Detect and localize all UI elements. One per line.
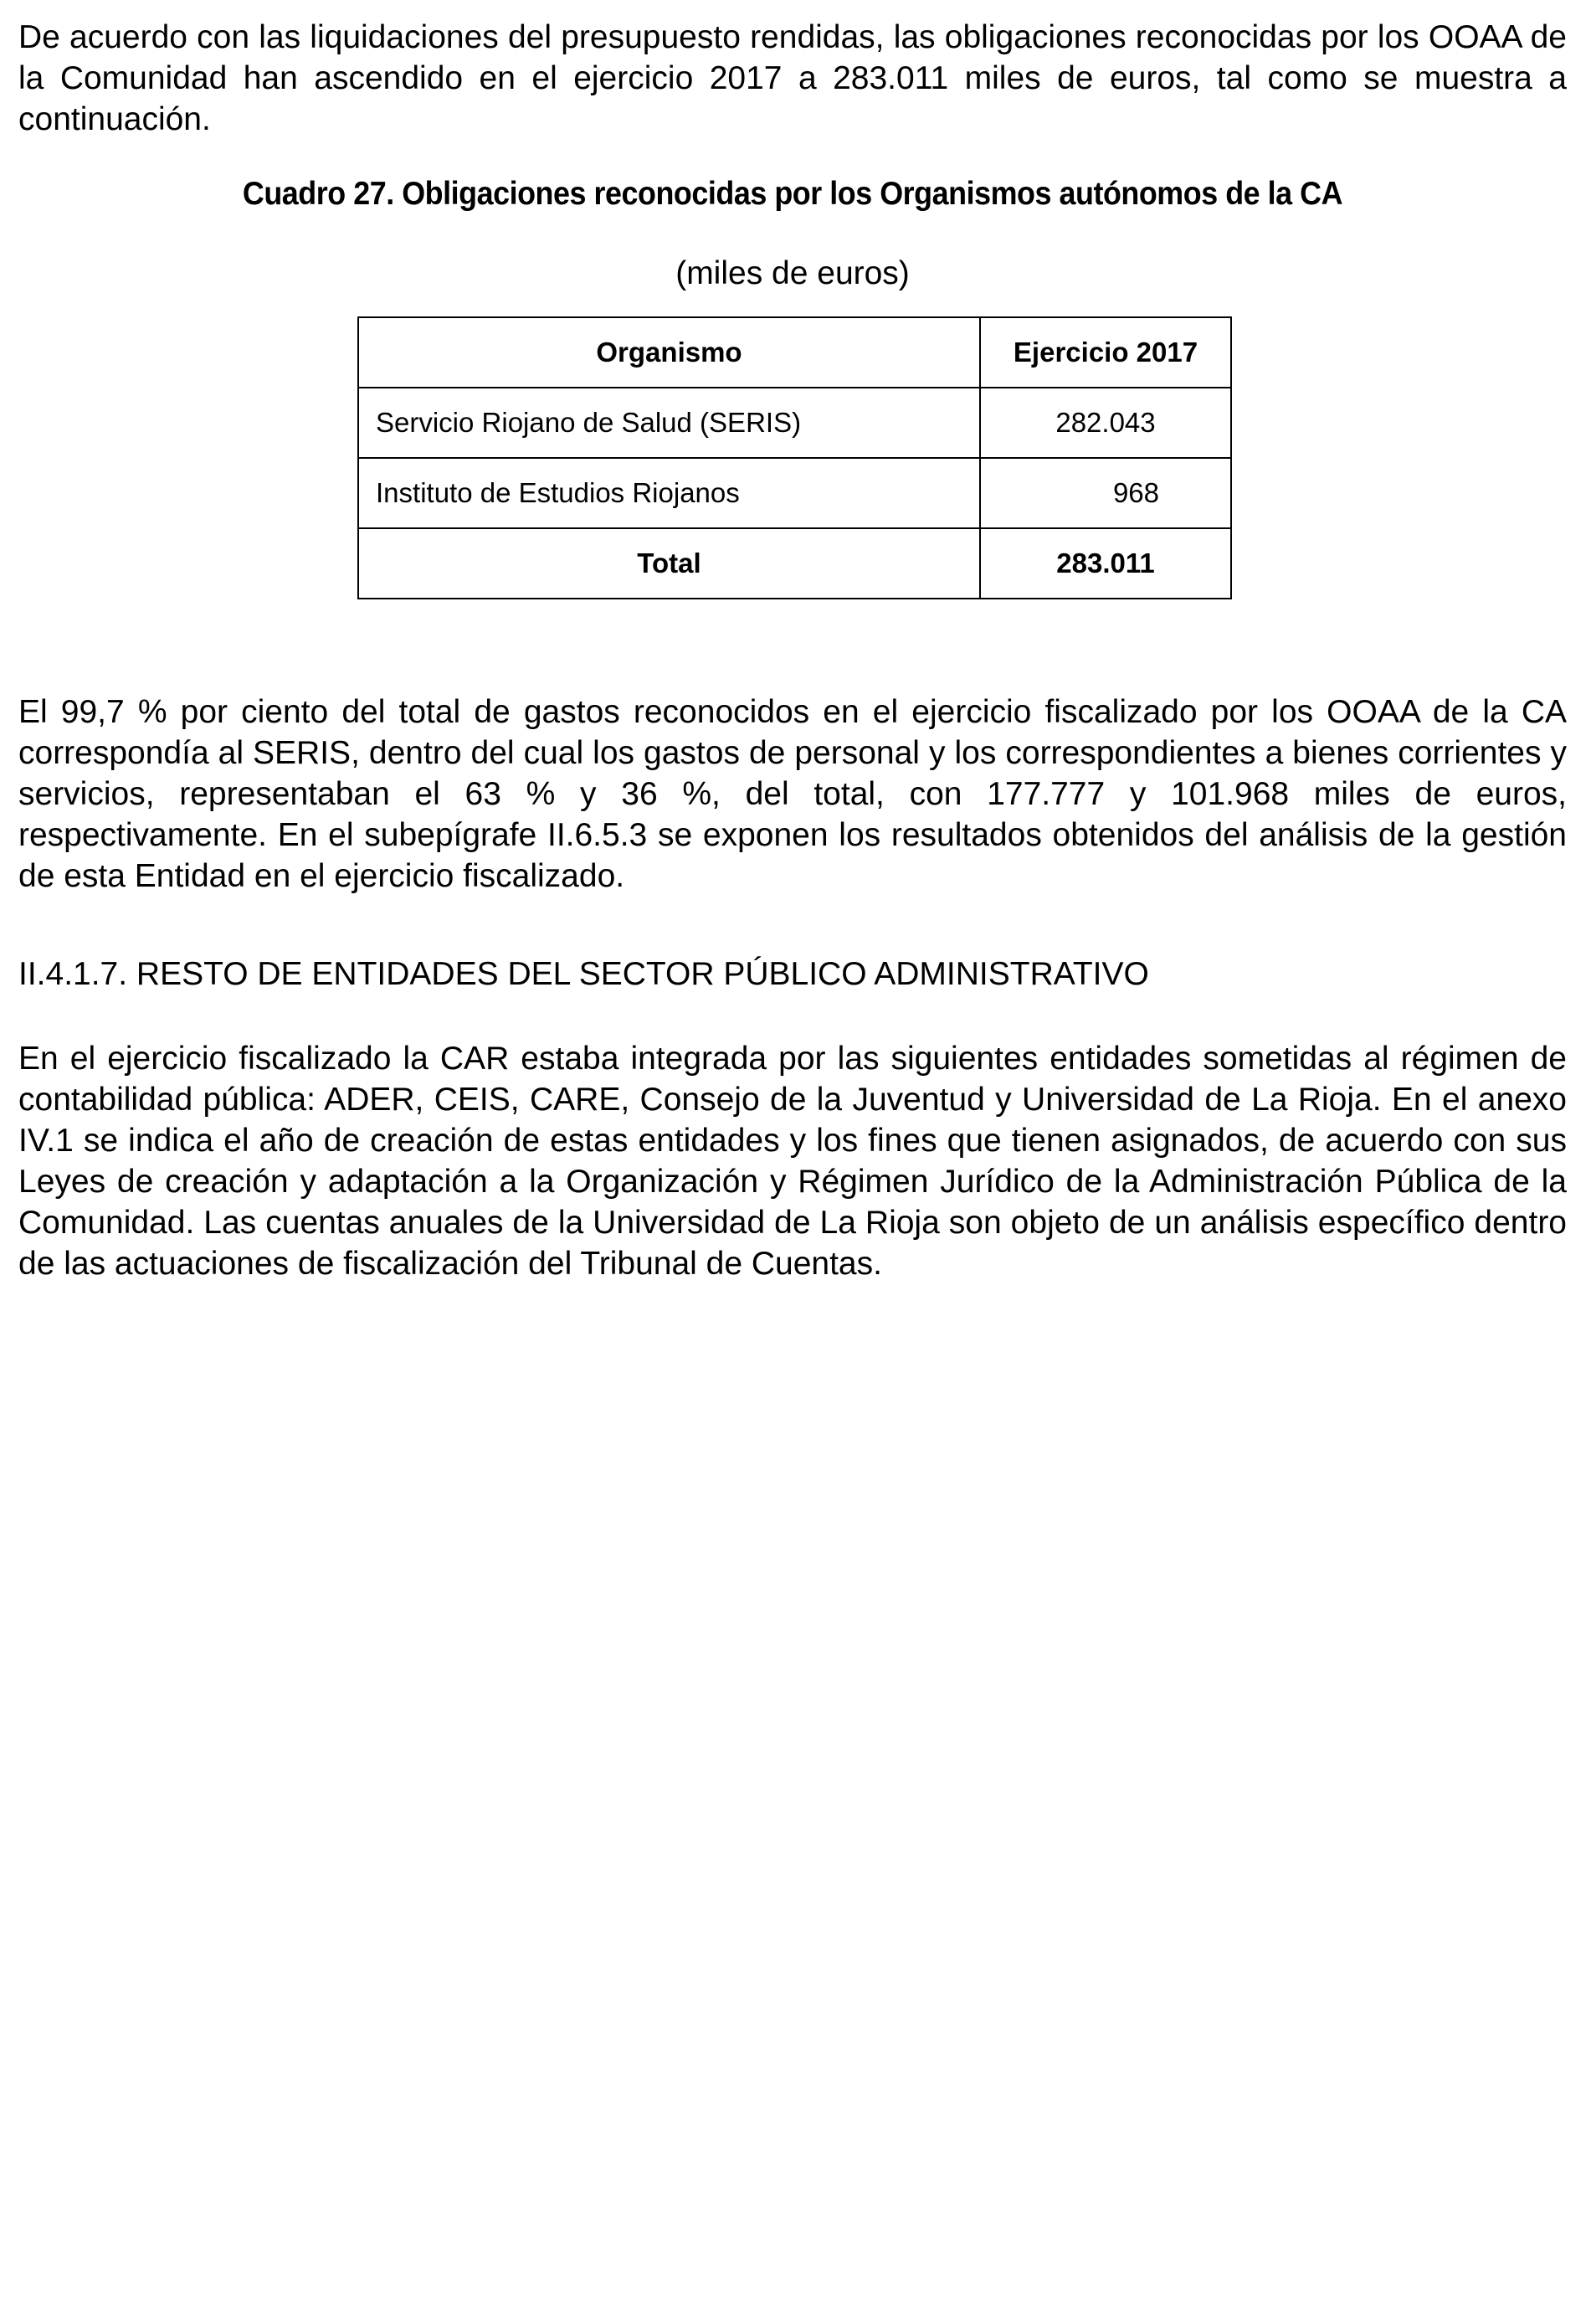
table-row (358, 458, 1231, 528)
total-label: Total (358, 528, 980, 599)
header-ejercicio: Ejercicio 2017 (980, 317, 1231, 388)
section-heading: II.4.1.7. RESTO DE ENTIDADES DEL SECTOR PÚBLICO ADMINISTRATIVO (18, 956, 1149, 992)
row-organismo: Servicio Riojano de Salud (SERIS) (358, 388, 980, 458)
row-valor: 282.043 (980, 388, 1231, 458)
table-caption: Cuadro 27. Obligaciones reconocidas por los Organismos autónomos de la CA (242, 176, 1343, 212)
row-valor: 968 (980, 458, 1231, 528)
table-units: (miles de euros) (675, 255, 910, 291)
table-row (358, 388, 1231, 458)
document-page (18, 17, 1567, 1282)
header-organismo: Organismo (358, 317, 980, 388)
intro-paragraph: De acuerdo con las liquidaciones del presupuesto rendidas, las obligaciones reconocidas por los OOAA de la Comunidad han ascendido en el ejercicio 2017 a 283.011 miles de euros, tal como se muestra a continuación. (18, 19, 1567, 137)
section-paragraph: En el ejercicio fiscalizado la CAR estaba integrada por las siguientes entidades sometidas al régimen de contabilidad pública: ADER, CEIS, CARE, Consejo de la Juventud y Universidad de La Rioja. En el anexo IV.1 se indica el año de creación de estas entidades y los fines que tienen asignados, de acuerdo con sus Leyes de creación y adaptación a la Organización y Régimen Jurídico de la Administración Pública de la Comunidad. Las cuentas anuales de la Universidad de La Rioja son objeto de un análisis específico dentro de las actuaciones de fiscalización del Tribunal de Cuentas. (18, 1041, 1567, 1282)
obligations-table (357, 316, 1232, 599)
table-header-row (358, 317, 1231, 388)
total-valor: 283.011 (980, 528, 1231, 599)
row-organismo: Instituto de Estudios Riojanos (358, 458, 980, 528)
table-total-row (358, 528, 1231, 599)
analysis-paragraph: El 99,7 % por ciento del total de gastos reconocidos en el ejercicio fiscalizado por los OOAA de la CA correspondía al SERIS, dentro del cual los gastos de personal y los correspondientes a bienes corrientes y servicios, representaban el 63 % y 36 %, del total, con 177.777 y 101.968 miles de euros, respectivamente. En el subepígrafe II.6.5.3 se exponen los resultados obtenidos del análisis de la gestión de esta Entidad en el ejercicio fiscalizado. (18, 694, 1567, 894)
